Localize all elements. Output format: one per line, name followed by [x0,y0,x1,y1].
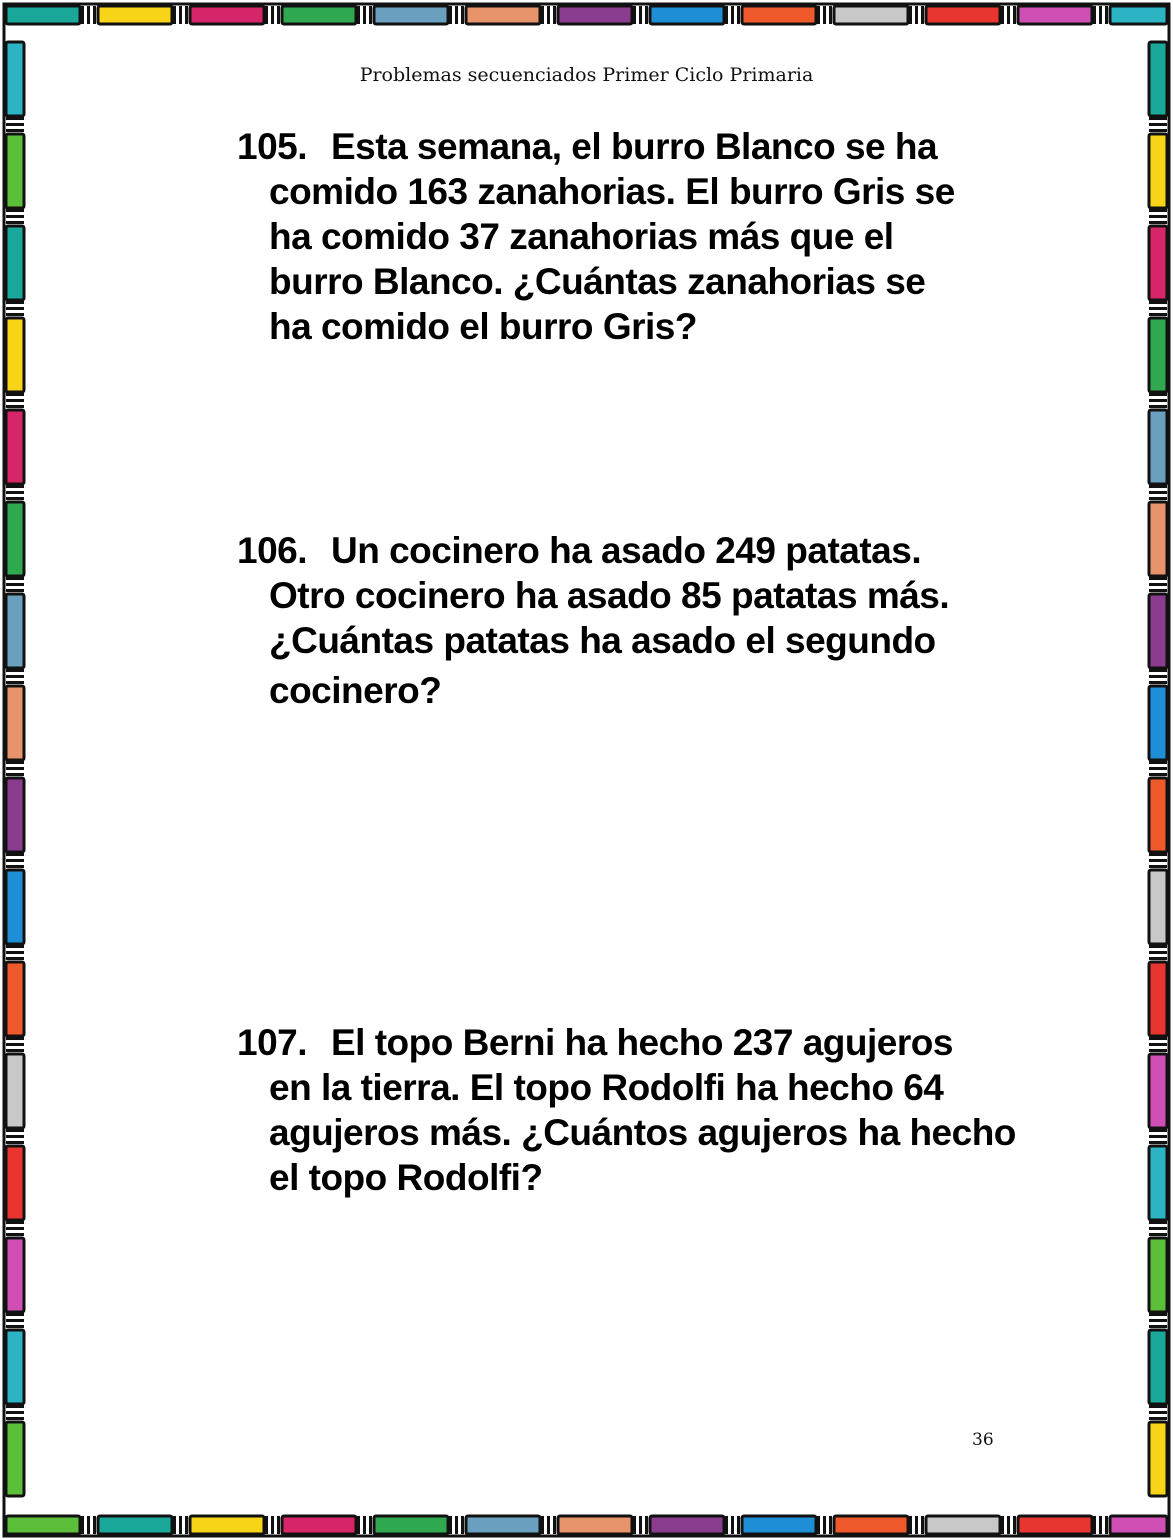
border-tick [271,6,274,24]
problem-line [237,528,977,573]
border-segment-left [6,778,24,852]
border-tick [1149,491,1167,494]
border-tick [6,215,24,218]
border-tick [1149,767,1167,770]
border-segment-left [6,870,24,944]
border-segment-bottom [374,1516,448,1534]
border-tick [6,773,24,776]
border-tick [1149,221,1167,224]
border-segment-bottom [834,1516,908,1534]
page-number: 36 [972,1430,994,1450]
border-segment-bottom [6,1516,80,1534]
border-tick [639,1516,642,1534]
border-tick [455,1516,458,1534]
problem-line: burro Blanco. ¿Cuántas zanahorias se [269,261,926,302]
border-tick [1149,1313,1167,1316]
border-tick [921,6,924,24]
border-segment-right [1149,1146,1167,1220]
border-tick [6,491,24,494]
border-tick [179,6,182,24]
border-tick [737,1516,740,1534]
border-segment-right [1149,870,1167,944]
border-segment-top [374,6,448,24]
border-tick [1007,6,1010,24]
border-segment-right [1149,1330,1167,1404]
border-tick [1149,485,1167,488]
border-tick [6,1227,24,1230]
border-segment-top [98,6,172,24]
border-tick [1149,209,1167,212]
problem-line: ha comido el burro Gris? [269,306,697,347]
border-tick [725,1516,728,1534]
border-tick [185,6,188,24]
border-segment-bottom [282,1516,356,1534]
border-tick [1149,859,1167,862]
border-tick [1149,497,1167,500]
problem-line [237,124,977,169]
border-tick [185,1516,188,1534]
border-segment-left [6,134,24,208]
border-tick [1093,1516,1096,1534]
border-tick [1105,1516,1108,1534]
border-tick [1001,1516,1004,1534]
border-tick [1149,1037,1167,1040]
border-tick [1149,1405,1167,1408]
border-tick [1013,6,1016,24]
border-tick [541,6,544,24]
border-tick [6,583,24,586]
page-header: Problemas secuenciados Primer Ciclo Primaria [359,64,814,86]
border-tick [6,1233,24,1236]
border-tick [909,6,912,24]
border-tick [1149,669,1167,672]
problem-number: 106. [237,530,308,571]
border-tick [87,6,90,24]
border-tick [6,313,24,316]
border-tick [921,1516,924,1534]
border-segment-right [1149,1422,1167,1496]
border-tick [6,761,24,764]
border-tick [6,393,24,396]
border-tick [6,117,24,120]
border-tick [1149,589,1167,592]
border-segment-top [834,6,908,24]
problem-line: en la tierra. El topo Rodolfi ha hecho 64 [269,1067,944,1108]
border-tick [1149,675,1167,678]
border-tick [277,6,280,24]
border-tick [461,1516,464,1534]
border-segment-left [6,410,24,484]
border-segment-top [558,6,632,24]
border-tick [1149,1417,1167,1420]
border-tick [6,669,24,672]
border-tick [6,865,24,868]
border-tick [6,1037,24,1040]
border-tick [1149,405,1167,408]
border-tick [1149,1227,1167,1230]
border-tick [6,301,24,304]
border-tick [6,1129,24,1132]
problem-line [237,1020,977,1065]
problem-line: comido 163 zanahorias. El burro Gris se [269,171,955,212]
border-tick [1149,945,1167,948]
border-tick [265,6,268,24]
problem-line: cocinero? [269,670,442,711]
border-segment-left [6,1422,24,1496]
border-tick [639,6,642,24]
border-tick [1149,577,1167,580]
border-tick [541,1516,544,1534]
border-tick [1149,761,1167,764]
border-tick [363,1516,366,1534]
border-tick [455,6,458,24]
border-segment-left [6,1146,24,1220]
border-tick [6,1221,24,1224]
border-tick [277,1516,280,1534]
border-tick [6,221,24,224]
border-tick [915,1516,918,1534]
border-segment-right [1149,686,1167,760]
border-tick [369,1516,372,1534]
border-tick [6,399,24,402]
border-tick [1149,1319,1167,1322]
border-tick [1013,1516,1016,1534]
border-segment-bottom [190,1516,264,1534]
problem-105 [237,124,977,349]
border-tick [6,1411,24,1414]
border-tick [817,1516,820,1534]
border-tick [553,1516,556,1534]
border-segment-top [1018,6,1092,24]
border-tick [633,1516,636,1534]
problem-number: 105. [237,126,308,167]
border-tick [1149,1043,1167,1046]
border-tick [6,859,24,862]
border-tick [6,123,24,126]
border-segment-right [1149,134,1167,208]
border-segment-left [6,318,24,392]
border-segment-left [6,1330,24,1404]
border-tick [6,1135,24,1138]
border-segment-left [6,1238,24,1312]
border-tick [829,6,832,24]
border-tick [357,1516,360,1534]
border-tick [1149,129,1167,132]
border-tick [1093,6,1096,24]
border-tick [6,1043,24,1046]
border-tick [6,945,24,948]
border-tick [1149,1233,1167,1236]
border-tick [6,1141,24,1144]
border-tick [725,6,728,24]
problem-107 [237,1020,1016,1200]
border-segment-right [1149,226,1167,300]
border-tick [1149,313,1167,316]
border-tick [1149,393,1167,396]
border-segment-bottom [926,1516,1000,1534]
border-tick [547,6,550,24]
border-tick [731,1516,734,1534]
border-tick [6,1417,24,1420]
border-tick [271,1516,274,1534]
border-tick [173,6,176,24]
border-tick [449,6,452,24]
border-segment-right [1149,962,1167,1036]
border-tick [1149,957,1167,960]
border-tick [553,6,556,24]
border-tick [461,6,464,24]
border-segment-bottom [742,1516,816,1534]
border-tick [1149,123,1167,126]
border-tick [915,6,918,24]
problem-text: Un cocinero ha asado 249 patatas. [331,530,922,571]
border-tick [6,681,24,684]
border-tick [6,485,24,488]
border-tick [6,307,24,310]
border-tick [6,1325,24,1328]
border-tick [1007,1516,1010,1534]
border-tick [87,1516,90,1534]
border-tick [357,6,360,24]
border-tick [6,1049,24,1052]
border-tick [93,6,96,24]
border-segment-right [1149,778,1167,852]
border-tick [1149,307,1167,310]
border-tick [369,6,372,24]
border-segment-right [1149,1238,1167,1312]
border-segment-right [1149,594,1167,668]
border-tick [1105,6,1108,24]
border-segment-right [1149,410,1167,484]
border-tick [93,1516,96,1534]
border-segment-right [1149,318,1167,392]
border-segment-top [282,6,356,24]
border-tick [6,589,24,592]
border-tick [6,1313,24,1316]
border-tick [1149,1141,1167,1144]
border-tick [265,1516,268,1534]
problem-line: ha comido 37 zanahorias más que el [269,216,894,257]
border-segment-top [190,6,264,24]
border-tick [547,1516,550,1534]
border-tick [1001,6,1004,24]
border-tick [1099,6,1102,24]
border-segment-top [742,6,816,24]
border-tick [6,1319,24,1322]
border-tick [731,6,734,24]
border-tick [81,1516,84,1534]
border-tick [1149,1221,1167,1224]
problem-line: Otro cocinero ha asado 85 patatas más. [269,575,950,616]
border-segment-left [6,686,24,760]
border-segment-top [650,6,724,24]
border-tick [6,853,24,856]
border-tick [737,6,740,24]
border-segment-left [6,502,24,576]
border-segment-left [6,962,24,1036]
border-tick [173,1516,176,1534]
problem-106 [237,528,977,718]
problem-text: El topo Berni ha hecho 237 agujeros [331,1022,953,1063]
border-segment-top [1110,6,1167,24]
border-tick [6,951,24,954]
border-tick [6,767,24,770]
border-tick [823,1516,826,1534]
border-tick [6,129,24,132]
border-tick [1149,865,1167,868]
border-segment-bottom [1110,1516,1167,1534]
border-segment-right [1149,502,1167,576]
border-segment-bottom [1018,1516,1092,1534]
border-segment-top [926,6,1000,24]
border-segment-bottom [98,1516,172,1534]
border-tick [829,1516,832,1534]
border-tick [1149,1049,1167,1052]
border-tick [449,1516,452,1534]
problem-line: el topo Rodolfi? [269,1157,543,1198]
border-tick [1099,1516,1102,1534]
border-tick [1149,1411,1167,1414]
problem-number: 107. [237,1022,308,1063]
border-segment-left [6,594,24,668]
border-tick [6,405,24,408]
border-tick [6,577,24,580]
border-segment-top [6,6,80,24]
border-tick [1149,583,1167,586]
border-tick [1149,1135,1167,1138]
border-tick [1149,853,1167,856]
border-tick [1149,399,1167,402]
border-tick [363,6,366,24]
border-segment-bottom [650,1516,724,1534]
border-segment-bottom [558,1516,632,1534]
border-tick [1149,773,1167,776]
border-tick [823,6,826,24]
border-tick [645,1516,648,1534]
border-tick [6,209,24,212]
border-tick [81,6,84,24]
border-tick [909,1516,912,1534]
border-segment-bottom [466,1516,540,1534]
border-segment-right [1149,1054,1167,1128]
border-tick [6,497,24,500]
problem-text: Esta semana, el burro Blanco se ha [331,126,938,167]
border-tick [179,1516,182,1534]
border-segment-left [6,1054,24,1128]
border-tick [1149,215,1167,218]
problem-line: agujeros más. ¿Cuántos agujeros ha hecho [269,1112,1016,1153]
border-tick [6,675,24,678]
border-tick [6,1405,24,1408]
border-tick [6,957,24,960]
border-tick [817,6,820,24]
border-tick [1149,951,1167,954]
border-segment-top [466,6,540,24]
border-segment-left [6,226,24,300]
border-tick [645,6,648,24]
border-tick [1149,301,1167,304]
border-tick [1149,1129,1167,1132]
border-tick [1149,1325,1167,1328]
border-tick [1149,681,1167,684]
problem-line: ¿Cuántas patatas ha asado el segundo [269,620,936,661]
border-tick [1149,117,1167,120]
border-tick [633,6,636,24]
